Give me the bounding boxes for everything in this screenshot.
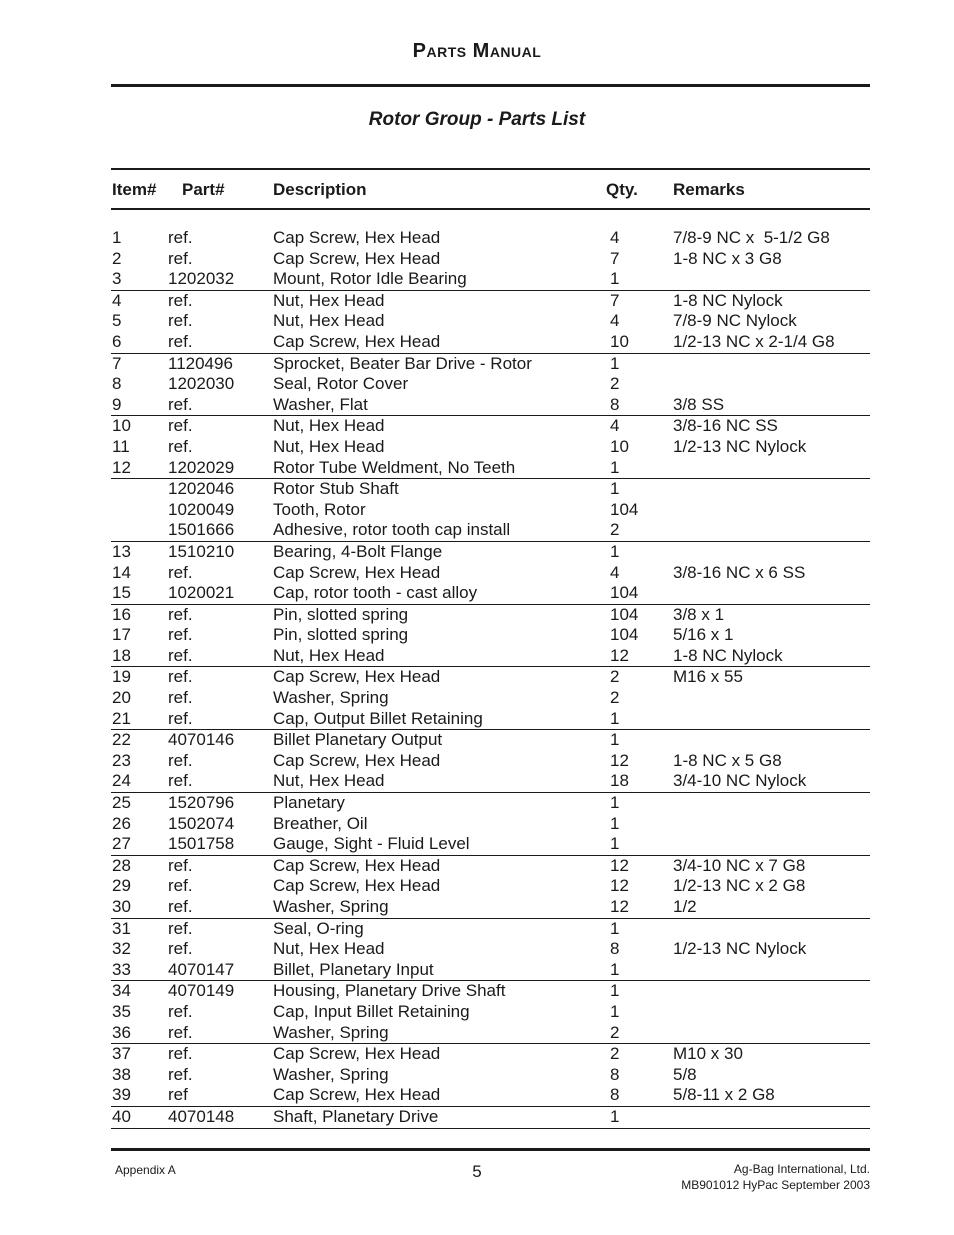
cell-description: Nut, Hex Head xyxy=(273,645,385,665)
cell-qty: 2 xyxy=(610,667,620,687)
table-row xyxy=(111,792,870,814)
cell-qty: 2 xyxy=(610,520,620,540)
cell-qty: 1 xyxy=(610,1106,620,1126)
cell-description: Cap, Output Billet Retaining xyxy=(273,708,483,728)
table-row xyxy=(111,1043,870,1065)
cell-part-number: 1020049 xyxy=(168,499,235,519)
cell-qty: 1 xyxy=(610,918,620,938)
cell-item-number: 12 xyxy=(112,457,131,477)
cell-item-number: 27 xyxy=(112,834,131,854)
cell-qty: 12 xyxy=(610,897,629,916)
cell-part-number: 1202030 xyxy=(168,374,235,394)
cell-item-number: 8 xyxy=(112,374,122,394)
column-header-qty: Qty. xyxy=(606,180,638,199)
cell-part-number: ref. xyxy=(168,708,193,728)
cell-description: Cap, rotor tooth - cast alloy xyxy=(273,583,478,603)
cell-part-number: ref. xyxy=(168,771,193,791)
cell-item-number: 14 xyxy=(112,562,131,582)
table-row xyxy=(111,249,870,270)
section-title: Rotor Group - Parts List xyxy=(368,109,586,130)
cell-description: Seal, Rotor Cover xyxy=(273,374,409,394)
table-row xyxy=(111,604,870,626)
cell-description: Shaft, Planetary Drive xyxy=(273,1106,439,1126)
cell-item-number: 32 xyxy=(112,939,131,959)
cell-item-number: 13 xyxy=(112,541,131,561)
table-row xyxy=(111,1023,870,1044)
cell-part-number: 1502074 xyxy=(168,813,235,833)
cell-item-number: 26 xyxy=(112,813,131,833)
cell-description: Tooth, Rotor xyxy=(273,499,366,519)
cell-description: Cap Screw, Hex Head xyxy=(273,562,441,582)
cell-qty: 7 xyxy=(610,290,620,310)
cell-item-number: 22 xyxy=(112,730,131,750)
cell-description: Cap Screw, Hex Head xyxy=(273,1044,441,1064)
footer-appendix-label: Appendix A xyxy=(115,1163,176,1177)
cell-qty: 1 xyxy=(610,269,620,289)
cell-part-number: 1501758 xyxy=(168,834,235,854)
cell-qty: 104 xyxy=(610,583,639,603)
cell-item-number: 15 xyxy=(112,583,131,603)
cell-description: Cap Screw, Hex Head xyxy=(273,331,441,351)
cell-part-number: ref. xyxy=(168,876,193,896)
table-row xyxy=(111,1002,870,1023)
cell-part-number: 4070148 xyxy=(168,1106,235,1126)
table-row xyxy=(111,834,870,855)
cell-description: Rotor Stub Shaft xyxy=(273,479,399,499)
cell-qty: 2 xyxy=(610,688,620,708)
cell-description: Nut, Hex Head xyxy=(273,771,385,791)
cell-part-number: ref. xyxy=(168,1064,193,1084)
cell-item-number: 5 xyxy=(112,311,122,331)
cell-item-number: 17 xyxy=(112,625,131,645)
cell-description: Pin, slotted spring xyxy=(273,604,409,624)
cell-remarks: 1/2-13 NC Nylock xyxy=(673,436,807,456)
cell-description: Sprocket, Beater Bar Drive - Rotor xyxy=(273,353,532,373)
cell-remarks: 5/16 x 1 xyxy=(673,625,734,645)
table-row xyxy=(111,311,870,332)
cell-description: Nut, Hex Head xyxy=(273,290,385,310)
table-row xyxy=(111,563,870,584)
cell-item-number: 36 xyxy=(112,1022,131,1042)
cell-qty: 12 xyxy=(610,645,629,665)
cell-part-number: 4070149 xyxy=(168,981,235,1001)
column-header-remarks: Remarks xyxy=(673,180,745,199)
cell-qty: 1 xyxy=(610,959,620,979)
table-header-row xyxy=(0,180,954,202)
cell-part-number: ref. xyxy=(168,625,193,645)
cell-qty: 1 xyxy=(610,730,620,750)
cell-item-number: 7 xyxy=(112,353,122,373)
cell-qty: 1 xyxy=(610,981,620,1001)
table-row xyxy=(111,353,870,375)
cell-item-number: 6 xyxy=(112,331,122,351)
cell-description: Cap Screw, Hex Head xyxy=(273,876,441,896)
cell-description: Cap Screw, Hex Head xyxy=(273,228,441,247)
cell-description: Bearing, 4-Bolt Flange xyxy=(273,541,443,561)
cell-description: Housing, Planetary Drive Shaft xyxy=(273,981,506,1001)
cell-qty: 1 xyxy=(610,479,620,499)
table-row xyxy=(111,437,870,458)
cell-qty: 4 xyxy=(610,562,620,582)
table-row xyxy=(111,897,870,918)
cell-description: Billet, Planetary Input xyxy=(273,959,434,979)
cell-part-number: 1501666 xyxy=(168,520,235,540)
cell-qty: 10 xyxy=(610,331,629,351)
table-row xyxy=(111,814,870,835)
table-row xyxy=(111,771,870,792)
table-row xyxy=(111,415,870,437)
table-row xyxy=(111,290,870,312)
cell-part-number: ref. xyxy=(168,436,193,456)
cell-part-number: ref. xyxy=(168,290,193,310)
cell-item-number: 39 xyxy=(112,1085,131,1105)
cell-part-number: 1202046 xyxy=(168,479,235,499)
cell-description: Cap Screw, Hex Head xyxy=(273,1085,441,1105)
cell-qty: 4 xyxy=(610,416,620,436)
cell-item-number: 25 xyxy=(112,793,131,813)
cell-remarks: 1/2-13 NC x 2 G8 xyxy=(673,876,806,896)
cell-item-number: 33 xyxy=(112,959,131,979)
table-row xyxy=(111,583,870,604)
cell-part-number: 1120496 xyxy=(168,353,233,373)
cell-remarks: 1-8 NC x 5 G8 xyxy=(673,750,782,770)
cell-qty: 104 xyxy=(610,625,639,645)
table-header-top-rule xyxy=(111,168,870,170)
cell-item-number: 23 xyxy=(112,750,131,770)
cell-description: Nut, Hex Head xyxy=(273,436,385,456)
table-row xyxy=(111,228,870,249)
cell-qty: 12 xyxy=(610,876,629,896)
cell-qty: 1 xyxy=(610,793,620,813)
cell-item-number: 21 xyxy=(112,708,131,728)
cell-item-number: 40 xyxy=(112,1106,131,1126)
table-row xyxy=(111,1106,870,1129)
cell-remarks: 1-8 NC x 3 G8 xyxy=(673,248,782,268)
cell-part-number: 4070147 xyxy=(168,959,235,979)
cell-item-number: 30 xyxy=(112,897,131,916)
cell-qty: 1 xyxy=(610,457,620,477)
cell-qty: 10 xyxy=(610,436,629,456)
cell-description: Washer, Flat xyxy=(273,394,368,414)
cell-remarks: 3/8-16 NC SS xyxy=(673,416,778,436)
cell-part-number: ref. xyxy=(168,311,193,331)
table-row xyxy=(111,478,870,500)
cell-remarks: 5/8-11 x 2 G8 xyxy=(673,1085,775,1105)
column-header-item: Item# xyxy=(112,180,157,199)
cell-part-number: ref. xyxy=(168,248,193,268)
parts-table-body xyxy=(0,228,954,1129)
table-row xyxy=(111,876,870,897)
cell-description: Pin, slotted spring xyxy=(273,625,409,645)
table-row xyxy=(111,688,870,709)
table-row xyxy=(111,1085,870,1106)
cell-description: Nut, Hex Head xyxy=(273,939,385,959)
cell-part-number: ref. xyxy=(168,394,193,414)
table-row xyxy=(111,855,870,877)
cell-item-number: 16 xyxy=(112,604,131,624)
cell-qty: 104 xyxy=(610,604,639,624)
column-header-description: Description xyxy=(273,180,367,199)
cell-description: Cap, Input Billet Retaining xyxy=(273,1001,470,1021)
cell-item-number: 19 xyxy=(112,667,131,687)
table-row xyxy=(111,625,870,646)
page-header-title: Parts Manual xyxy=(412,40,542,62)
footer-rule xyxy=(111,1148,870,1151)
cell-remarks: M16 x 55 xyxy=(673,667,743,687)
cell-qty: 104 xyxy=(610,499,639,519)
cell-part-number: ref. xyxy=(168,750,193,770)
cell-item-number: 1 xyxy=(112,228,122,247)
cell-part-number: ref. xyxy=(168,1044,193,1064)
cell-remarks: 7/8-9 NC x 5-1/2 G8 xyxy=(673,228,830,247)
cell-remarks: 1/2-13 NC x 2-1/4 G8 xyxy=(673,331,835,351)
cell-item-number: 20 xyxy=(112,688,131,708)
cell-remarks: 1/2 xyxy=(673,897,697,916)
cell-item-number: 35 xyxy=(112,1001,131,1021)
cell-description: Billet Planetary Output xyxy=(273,730,443,750)
cell-item-number: 34 xyxy=(112,981,131,1001)
cell-qty: 8 xyxy=(610,394,620,414)
cell-item-number: 38 xyxy=(112,1064,131,1084)
cell-part-number: 1510210 xyxy=(168,541,235,561)
table-row xyxy=(111,751,870,772)
cell-remarks: M10 x 30 xyxy=(673,1044,743,1064)
cell-description: Cap Screw, Hex Head xyxy=(273,750,441,770)
cell-part-number: 1202032 xyxy=(168,269,235,289)
cell-item-number: 18 xyxy=(112,645,131,665)
cell-part-number: ref. xyxy=(168,604,193,624)
cell-description: Washer, Spring xyxy=(273,1064,389,1084)
table-row xyxy=(111,709,870,730)
cell-qty: 1 xyxy=(610,353,620,373)
table-row xyxy=(111,332,870,353)
cell-item-number: 3 xyxy=(112,269,122,289)
table-row xyxy=(111,980,870,1002)
cell-qty: 2 xyxy=(610,1044,620,1064)
cell-qty: 12 xyxy=(610,750,629,770)
cell-remarks: 3/4-10 NC x 7 G8 xyxy=(673,855,806,875)
cell-remarks: 1/2-13 NC Nylock xyxy=(673,939,807,959)
cell-description: Nut, Hex Head xyxy=(273,416,385,436)
table-header-bottom-rule xyxy=(111,208,870,210)
cell-part-number: 1020021 xyxy=(168,583,235,603)
footer-publisher xyxy=(681,1161,870,1193)
table-row xyxy=(111,269,870,290)
cell-part-number: ref. xyxy=(168,645,193,665)
table-row xyxy=(111,666,870,688)
cell-remarks: 3/8 SS xyxy=(673,394,725,414)
table-row xyxy=(111,646,870,667)
cell-qty: 2 xyxy=(610,374,620,394)
table-row xyxy=(111,939,870,960)
table-row xyxy=(111,520,870,541)
cell-qty: 1 xyxy=(610,1001,620,1021)
cell-description: Planetary xyxy=(273,793,345,813)
cell-remarks: 5/8 xyxy=(673,1064,697,1084)
cell-item-number: 31 xyxy=(112,918,131,938)
cell-qty: 12 xyxy=(610,855,629,875)
cell-item-number: 24 xyxy=(112,771,131,791)
cell-part-number: 1202029 xyxy=(168,457,235,477)
cell-item-number: 9 xyxy=(112,394,122,414)
cell-remarks: 1-8 NC Nylock xyxy=(673,645,783,665)
cell-description: Washer, Spring xyxy=(273,897,389,916)
cell-description: Breather, Oil xyxy=(273,813,368,833)
cell-qty: 18 xyxy=(610,771,629,791)
table-row xyxy=(111,918,870,940)
cell-remarks: 1-8 NC Nylock xyxy=(673,290,783,310)
cell-part-number: ref. xyxy=(168,416,193,436)
cell-description: Nut, Hex Head xyxy=(273,311,385,331)
cell-part-number: ref. xyxy=(168,667,193,687)
cell-description: Cap Screw, Hex Head xyxy=(273,855,441,875)
cell-qty: 8 xyxy=(610,1085,620,1105)
cell-qty: 7 xyxy=(610,248,620,268)
cell-part-number: ref. xyxy=(168,331,193,351)
table-row xyxy=(111,1065,870,1086)
cell-description: Mount, Rotor Idle Bearing xyxy=(273,269,467,289)
cell-part-number: ref. xyxy=(168,855,193,875)
cell-item-number: 11 xyxy=(112,436,130,456)
cell-part-number: ref. xyxy=(168,688,193,708)
cell-remarks: 3/4-10 NC Nylock xyxy=(673,771,807,791)
cell-part-number: ref. xyxy=(168,562,193,582)
table-row xyxy=(111,541,870,563)
table-row xyxy=(111,729,870,751)
cell-part-number: ref. xyxy=(168,1022,193,1042)
cell-part-number: ref. xyxy=(168,897,193,916)
cell-qty: 1 xyxy=(610,834,620,854)
footer-document-id: MB901012 HyPac September 2003 xyxy=(681,1178,870,1192)
cell-remarks: 3/8 x 1 xyxy=(673,604,725,624)
cell-item-number: 2 xyxy=(112,248,122,268)
cell-description: Rotor Tube Weldment, No Teeth xyxy=(273,457,516,477)
cell-part-number: 1520796 xyxy=(168,793,235,813)
cell-part-number: 4070146 xyxy=(168,730,235,750)
cell-description: Washer, Spring xyxy=(273,688,389,708)
table-row xyxy=(111,395,870,416)
cell-qty: 8 xyxy=(610,1064,620,1084)
cell-qty: 4 xyxy=(610,228,620,247)
page-number: 5 xyxy=(472,1162,482,1181)
cell-description: Washer, Spring xyxy=(273,1022,389,1042)
table-row xyxy=(111,500,870,521)
cell-remarks: 3/8-16 NC x 6 SS xyxy=(673,562,806,582)
table-row xyxy=(111,374,870,395)
cell-item-number: 29 xyxy=(112,876,131,896)
table-row xyxy=(111,960,870,981)
cell-item-number: 10 xyxy=(112,416,131,436)
cell-part-number: ref xyxy=(168,1085,188,1105)
cell-part-number: ref. xyxy=(168,918,193,938)
cell-description: Cap Screw, Hex Head xyxy=(273,667,441,687)
cell-qty: 1 xyxy=(610,708,620,728)
cell-item-number: 37 xyxy=(112,1044,131,1064)
cell-item-number: 4 xyxy=(112,290,122,310)
cell-part-number: ref. xyxy=(168,1001,193,1021)
cell-qty: 1 xyxy=(610,541,620,561)
header-rule xyxy=(111,84,870,87)
cell-item-number: 28 xyxy=(112,855,131,875)
cell-description: Adhesive, rotor tooth cap install xyxy=(273,520,511,540)
cell-part-number: ref. xyxy=(168,228,193,247)
cell-description: Cap Screw, Hex Head xyxy=(273,248,441,268)
footer-company: Ag-Bag International, Ltd. xyxy=(733,1162,870,1176)
cell-description: Gauge, Sight - Fluid Level xyxy=(273,834,470,854)
cell-qty: 4 xyxy=(610,311,620,331)
column-header-part: Part# xyxy=(182,180,225,199)
cell-qty: 2 xyxy=(610,1022,620,1042)
cell-part-number: ref. xyxy=(168,939,193,959)
table-row xyxy=(111,458,870,479)
cell-qty: 8 xyxy=(610,939,620,959)
cell-qty: 1 xyxy=(610,813,620,833)
cell-remarks: 7/8-9 NC Nylock xyxy=(673,311,797,331)
cell-description: Seal, O-ring xyxy=(273,918,364,938)
